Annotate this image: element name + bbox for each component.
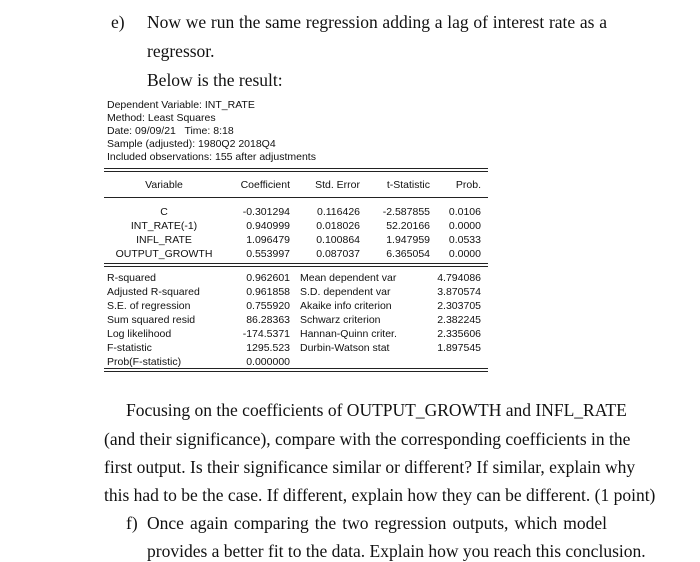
variable-column bbox=[110, 205, 218, 261]
header-t-statistic: t-Statistic bbox=[386, 179, 430, 191]
stat-value: 4.794086 bbox=[437, 272, 481, 284]
stat-label: Schwarz criterion bbox=[300, 314, 381, 326]
table-rule-middle-2 bbox=[104, 266, 488, 267]
discussion-line-4: this had to be the case. If different, explain how they can be different. (1 point) bbox=[104, 485, 656, 505]
stat-label: Log likelihood bbox=[107, 328, 172, 340]
stat-label: S.E. of regression bbox=[107, 300, 191, 312]
stats-right-values bbox=[436, 271, 481, 355]
stat-value: 2.382245 bbox=[437, 314, 481, 326]
table-cell-t-statistic: 6.365054 bbox=[386, 248, 430, 260]
table-rule-bottom-2 bbox=[104, 371, 488, 372]
stat-value: 0.000000 bbox=[246, 356, 290, 368]
table-rule-header bbox=[104, 197, 488, 198]
stat-value: 1.897545 bbox=[437, 342, 481, 354]
method: Method: Least Squares bbox=[107, 112, 216, 124]
stat-value: 3.870574 bbox=[437, 286, 481, 298]
discussion-line-3: first output. Is their significance similar or different? If similar, explain why bbox=[104, 457, 636, 477]
dependent-variable: Dependent Variable: INT_RATE bbox=[107, 99, 255, 111]
table-rule-top-1 bbox=[104, 168, 488, 169]
table-cell-std-error: 0.087037 bbox=[316, 248, 360, 260]
table-cell-std-error: 0.018026 bbox=[316, 220, 360, 232]
header-coefficient: Coefficient bbox=[240, 179, 290, 191]
sample: Sample (adjusted): 1980Q2 2018Q4 bbox=[107, 138, 276, 150]
stat-label: Adjusted R-squared bbox=[107, 286, 200, 298]
header-variable: Variable bbox=[145, 179, 183, 191]
discussion-line-1: Focusing on the coefficients of OUTPUT_GROWTH and INFL_RATE bbox=[126, 400, 627, 420]
date-time: Date: 09/09/21 Time: 8:18 bbox=[107, 125, 234, 137]
table-row-variable: INFL_RATE bbox=[136, 234, 192, 246]
table-cell-t-statistic: -2.587855 bbox=[382, 206, 430, 218]
stat-label: Durbin-Watson stat bbox=[300, 342, 390, 354]
table-rule-middle-1 bbox=[104, 263, 488, 264]
stat-value: 0.755920 bbox=[246, 300, 290, 312]
stat-value: 0.962601 bbox=[246, 272, 290, 284]
question-f-line2: provides a better fit to the data. Explain how you reach this conclusion. bbox=[147, 541, 646, 561]
table-cell-std-error: 0.100864 bbox=[316, 234, 360, 246]
table-cell-t-statistic: 52.20166 bbox=[386, 220, 430, 232]
table-cell-prob: 0.0533 bbox=[448, 234, 481, 246]
table-cell-std-error: 0.116426 bbox=[316, 206, 360, 218]
table-row-variable: INT_RATE(-1) bbox=[130, 220, 198, 232]
stat-value: 2.335606 bbox=[437, 328, 481, 340]
question-f-label: f) bbox=[126, 513, 138, 533]
observations: Included observations: 155 after adjustments bbox=[107, 151, 316, 163]
t-statistic-column bbox=[366, 205, 430, 261]
stat-value: 86.28363 bbox=[246, 314, 290, 326]
table-cell-coefficient: 0.553997 bbox=[246, 248, 290, 260]
stat-label: Hannan-Quinn criter. bbox=[300, 328, 397, 340]
table-row-variable: OUTPUT_GROWTH bbox=[115, 248, 213, 260]
stat-label: Sum squared resid bbox=[107, 314, 196, 326]
stat-label: F-statistic bbox=[107, 342, 152, 354]
stat-label: Mean dependent var bbox=[300, 272, 397, 284]
table-row-variable: C bbox=[160, 206, 168, 218]
prob-column bbox=[436, 205, 481, 261]
stat-label: Prob(F-statistic) bbox=[107, 356, 182, 368]
table-rule-top-2 bbox=[104, 171, 488, 172]
question-e-line1: Now we run the same regression adding a lag of interest rate as a bbox=[147, 12, 607, 32]
stat-value: 2.303705 bbox=[437, 300, 481, 312]
table-cell-coefficient: 1.096479 bbox=[246, 234, 290, 246]
stat-value: 1295.523 bbox=[246, 342, 290, 354]
question-e-line2: regressor. bbox=[147, 41, 215, 61]
question-e-label: e) bbox=[111, 12, 125, 32]
question-f-line1: Once again comparing the two regression outputs, which model bbox=[147, 513, 607, 533]
stat-label: R-squared bbox=[107, 272, 157, 284]
discussion-line-2: (and their significance), compare with the corresponding coefficients in the bbox=[104, 429, 631, 449]
header-std-error: Std. Error bbox=[315, 179, 360, 191]
result-intro: Below is the result: bbox=[147, 70, 283, 90]
table-cell-coefficient: -0.301294 bbox=[242, 206, 290, 218]
table-cell-t-statistic: 1.947959 bbox=[386, 234, 430, 246]
stats-right-labels bbox=[300, 271, 440, 355]
table-cell-coefficient: 0.940999 bbox=[246, 220, 290, 232]
stat-label: Akaike info criterion bbox=[300, 300, 392, 312]
stats-left-values bbox=[224, 271, 290, 369]
stats-left-labels bbox=[107, 271, 237, 369]
header-prob: Prob. bbox=[455, 179, 481, 191]
stat-value: 0.961858 bbox=[246, 286, 290, 298]
stat-label: S.D. dependent var bbox=[300, 286, 391, 298]
stat-value: -174.5371 bbox=[242, 328, 290, 340]
table-cell-prob: 0.0000 bbox=[448, 220, 481, 232]
table-cell-prob: 0.0106 bbox=[448, 206, 481, 218]
table-cell-prob: 0.0000 bbox=[448, 248, 481, 260]
std-error-column bbox=[296, 205, 360, 261]
coefficient-column bbox=[224, 205, 290, 261]
regression-header bbox=[107, 99, 316, 164]
